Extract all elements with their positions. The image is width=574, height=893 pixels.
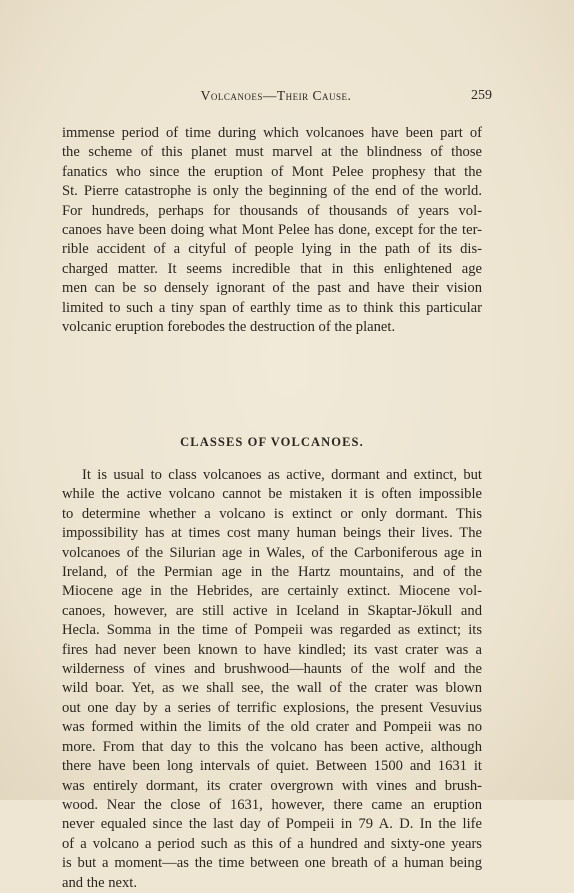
text-line: men can be so densely ignorant of the past and have their vision (62, 280, 482, 297)
text-line: It is usual to class volcanoes as active, dormant and extinct, but (82, 467, 482, 483)
text-line: out one day by a series of terrific explosions, the present Vesuvius (62, 699, 482, 716)
text-line: fires had never been known to have kindled; its vast crater was a (62, 641, 482, 658)
section-heading: CLASSES OF VOLCANOES. (180, 435, 364, 449)
paragraph-1 (62, 124, 482, 337)
text-line: there have been long intervals of quiet. Between 1500 and 1631 it (62, 758, 482, 775)
text-line: immense period of time during which volcanoes have been part of (62, 125, 482, 141)
text-line: was formed within the limits of the old crater and Pompeii was no (62, 719, 482, 736)
text-line: volcanic eruption forebodes the destruction of the planet. (62, 319, 396, 336)
text-line: was entirely dormant, its crater overgrown with vines and brush- (62, 777, 482, 794)
running-head (60, 88, 492, 108)
paragraph-2 (62, 466, 482, 893)
text-line: and the next. (62, 874, 137, 891)
text-line: Ireland, of the Permian age in the Hartz mountains, and of the (62, 564, 482, 581)
text-line: of a volcano a period such as this of a hundred and sixty-one years (62, 835, 482, 852)
text-line: never equaled since the last day of Pompeii in 79 A. D. In the life (62, 816, 482, 833)
page-number: 259 (471, 88, 492, 103)
text-line: wild boar. Yet, as we shall see, the wall of the crater was blown (62, 680, 482, 697)
text-line: rible accident of a cityful of people lying in the path of its dis- (62, 241, 482, 258)
text-line: Hecla. Somma in the time of Pompeii was regarded as extinct; its (62, 622, 482, 639)
text-line: while the active volcano cannot be mistaken it is often impossible (62, 486, 482, 503)
text-line: impossibility has at times cost many human beings their lives. The (62, 525, 482, 542)
text-line: limited to such a tiny span of earthly time as to think this particular (62, 299, 482, 316)
text-line: volcanoes of the Silurian age in Wales, of the Carboniferous age in (62, 544, 482, 561)
text-line: Miocene age in the Hebrides, are certainly extinct. Miocene vol- (62, 583, 482, 600)
text-line: more. From that day to this the volcano has been active, although (62, 738, 482, 755)
text-line: wood. Near the close of 1631, however, there came an eruption (62, 796, 482, 813)
running-title: Volcanoes—Their Cause. (200, 88, 352, 103)
text-line: St. Pierre catastrophe is only the beginning of the end of the world. (62, 183, 482, 200)
text-line: canoes, however, are still active in Iceland in Skaptar-Jökull and (62, 602, 482, 619)
text-line: is but a moment—as the time between one breath of a human being (62, 855, 482, 872)
text-line: fanatics who since the eruption of Mont Pelee prophesy that the (62, 163, 482, 180)
text-line: canoes have been doing what Mont Pelee has done, except for the ter- (62, 222, 482, 239)
text-line: the scheme of this planet must marvel at the blindness of those (62, 144, 482, 161)
text-line: For hundreds, perhaps for thousands of thousands of years vol- (62, 202, 482, 219)
text-line: charged matter. It seems incredible that in this enlightened age (62, 260, 482, 277)
text-line: wilderness of vines and brushwood—haunts of the wolf and the (62, 661, 482, 678)
text-line: to determine whether a volcano is extinct or only dormant. This (62, 505, 482, 522)
